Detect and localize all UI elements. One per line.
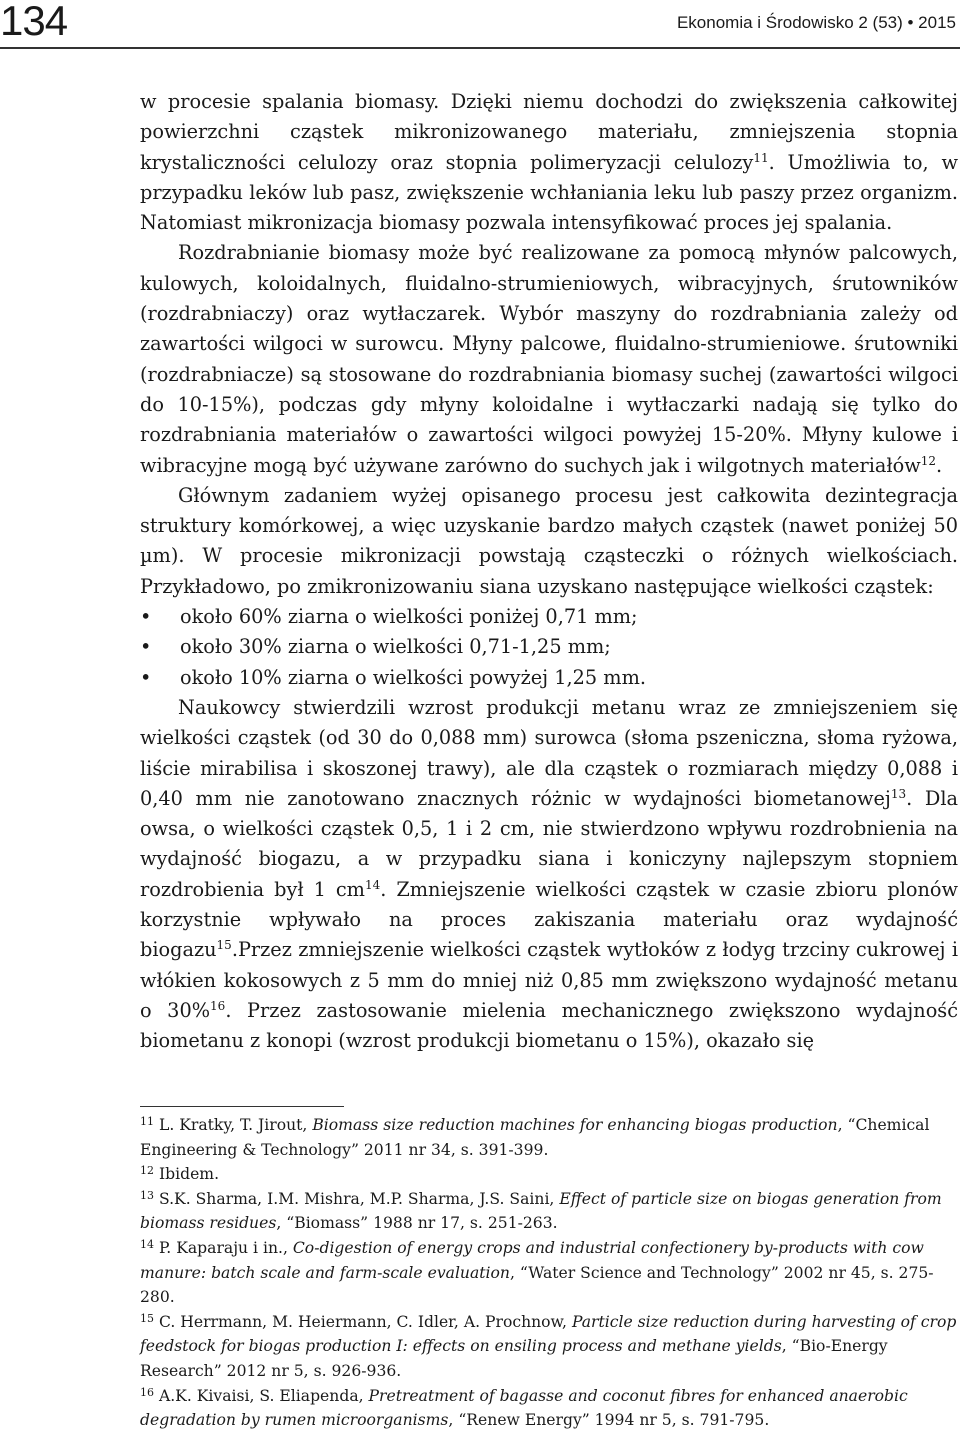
footnote-source: , “Biomass” 1988 nr 17, s. 251-263.	[276, 1214, 558, 1233]
footnote-12	[140, 1162, 958, 1187]
footnote-authors: P. Kaparaju i in.,	[158, 1238, 293, 1257]
bullet-icon: •	[140, 635, 152, 659]
paragraph-text: . Umożliwia to, w przypadku leków lub pasz, zwiększenie wchłaniania leku lub paszy przez organizm. Natomiast mikronizacja biomasy pozwala intensyfikować proces jej spalania.	[140, 150, 958, 235]
body-text	[140, 87, 958, 1057]
footnote-separator	[140, 1106, 344, 1107]
footnote-ref-12[interactable]: 12	[920, 453, 937, 468]
list-item	[140, 663, 958, 693]
footnote-source: , “Chemical Engineering & Technology” 2011 nr 34, s. 391-399.	[140, 1116, 930, 1159]
footnote-authors: C. Herrmann, M. Heiermann, C. Idler, A. Prochnow,	[158, 1312, 572, 1331]
footnote-15	[140, 1310, 958, 1384]
footnote-authors: S.K. Sharma, I.M. Mishra, M.P. Sharma, J.S. Saini,	[158, 1189, 560, 1208]
footnote-title: Pretreatment of bagasse and coconut fibres for enhanced anaerobic degradation by rumen microorganisms	[140, 1386, 908, 1430]
footnote-number: 12	[140, 1164, 154, 1178]
footnote-authors: A.K. Kivaisi, S. Eliapenda,	[158, 1386, 369, 1405]
paragraph-2	[140, 238, 958, 480]
footnote-ref-11[interactable]: 11	[753, 150, 769, 165]
list-item	[140, 602, 958, 632]
paragraph-text: w procesie spalania biomasy. Dzięki niemu dochodzi do zwiększenia całkowitej powierzchni cząstek mikronizowanego materiału, zmniejszenia stopnia krystaliczności celulozy oraz stopnia polimeryzacji celulozy	[140, 90, 958, 174]
footnote-13	[140, 1187, 958, 1236]
paragraph-text: .Przez zmniejszenie wielkości cząstek wytłoków z łodyg trzciny cukrowej i włókien kokosowych z 5 mm do mniej niż 0,85 mm zwiększono wydajność metanu o 30%	[140, 938, 958, 1022]
footnote-ref-14[interactable]: 14	[364, 877, 381, 892]
page-header	[0, 0, 960, 46]
paragraph-text: .	[936, 453, 943, 477]
paragraph-text: Naukowcy stwierdzili wzrost produkcji metanu wraz ze zmniejszeniem się wielkości cząstek (od 30 do 0,088 mm) surowca (słoma pszeniczna, słoma ryżowa, liście mirabilisa i skoszonej trawy), ale dla cząstek o rozmiarach między 0,088 i 0,40 mm nie zanotowano znacznych różnic w wydajności biometanowej	[140, 695, 958, 810]
paragraph-text: . Dla owsa, o wielkości cząstek 0,5, 1 i 2 cm, nie stwierdzono wpływu rozdrobnienia na wydajność biogazu, a w przypadku siana i koniczyny najlepszym stopniem rozdrobienia był 1 cm	[140, 786, 958, 901]
journal-title: Ekonomia i Środowisko 2 (53) • 2015	[676, 13, 956, 32]
footnote-number: 11	[140, 1115, 154, 1128]
footnote-number: 13	[140, 1188, 154, 1202]
footnote-title: Particle size reduction during harvesting of crop feedstock for biogas production I: effects on ensiling process and methane yields	[140, 1312, 957, 1356]
footnote-ref-15[interactable]: 15	[216, 938, 232, 953]
footnote-title: Biomass size reduction machines for enhancing biogas production	[312, 1116, 838, 1134]
footnote-source: , “Bio-Energy Research” 2012 nr 5, s. 926-936.	[140, 1337, 888, 1380]
list-item-text: około 10% ziarna o wielkości powyżej 1,25 mm.	[180, 665, 646, 689]
footnote-ref-16[interactable]: 16	[210, 998, 226, 1013]
list-item	[140, 632, 958, 662]
footnote-number: 14	[140, 1237, 154, 1251]
paragraph-4	[140, 693, 958, 1057]
footnote-source: , “Renew Energy” 1994 nr 5, s. 791-795.	[448, 1411, 770, 1430]
paragraph-text: . Zmniejszenie wielkości cząstek w czasie zbioru plonów korzystnie wpływało na proces zakiszania materiału oraz wydajność biogazu	[140, 877, 958, 962]
bullet-icon: •	[140, 605, 152, 629]
footnote-authors: L. Kratky, T. Jirout,	[158, 1116, 313, 1134]
footnote-title: Co-digestion of energy crops and industrial confectionery by-products with cow manure: batch scale and farm-scale evaluation	[140, 1238, 924, 1282]
header-rule	[0, 47, 960, 49]
footnote-number: 16	[140, 1385, 154, 1399]
footnote-number: 15	[140, 1311, 154, 1325]
bullet-icon: •	[140, 665, 152, 689]
footnote-source: , “Water Science and Technology” 2002 nr 45, s. 275-280.	[140, 1263, 934, 1307]
page-number: 134	[0, 0, 68, 44]
paragraph-3: Głównym zadaniem wyżej opisanego procesu jest całkowita dezintegracja struktury komórkowej, a więc uzyskanie bardzo małych cząstek (nawet poniżej 50 µm). W procesie mikronizacji powstają cząsteczki o różnych wielkościach. Przykładowo, po zmikronizowaniu siana uzyskano następujące wielkości cząstek:	[140, 483, 958, 598]
paragraph-text: Rozdrabnianie biomasy może być realizowane za pomocą młynów palcowych, kulowych, koloidalnych, fluidalno-strumieniowych, wibracyjnych, śrutowników (rozdrabniaczy) oraz wytłaczarek. Wybór maszyny do rozdrabniania zależy od zawartości wilgoci w surowcu. Młyny palcowe, fluidalno-strumieniowe. śrutowniki (rozdrabniacze) są stosowane do rozdrabniania biomasy suchej (zawartości wilgoci do 10-15%), podczas gdy młyny koloidalne i wytłaczarki nadają się tylko do rozdrabniania materiałów o zawartości wilgoci powyżej 15-20%. Młyny kulowe i wibracyjne mogą być używane zarówno do suchych jak i wilgotnych materiałów	[140, 241, 958, 477]
footnote-authors: Ibidem.	[158, 1165, 220, 1184]
footnote-14	[140, 1236, 958, 1310]
footnote-ref-13[interactable]: 13	[890, 786, 907, 801]
footnote-11	[140, 1113, 958, 1162]
list-item-text: około 60% ziarna o wielkości poniżej 0,71 mm;	[180, 605, 638, 629]
footnotes	[140, 1113, 958, 1433]
footnote-16	[140, 1384, 958, 1433]
paragraph-1	[140, 87, 958, 238]
paragraph-text: . Przez zastosowanie mielenia mechanicznego zwiększono wydajność biometanu z konopi (wzrost produkcji biometanu o 15%), okazało się	[140, 998, 959, 1053]
list-item-text: około 30% ziarna o wielkości 0,71-1,25 mm;	[180, 635, 611, 659]
footnote-title: Effect of particle size on biogas generation from biomass residues	[140, 1189, 942, 1233]
bullet-list	[140, 602, 958, 693]
